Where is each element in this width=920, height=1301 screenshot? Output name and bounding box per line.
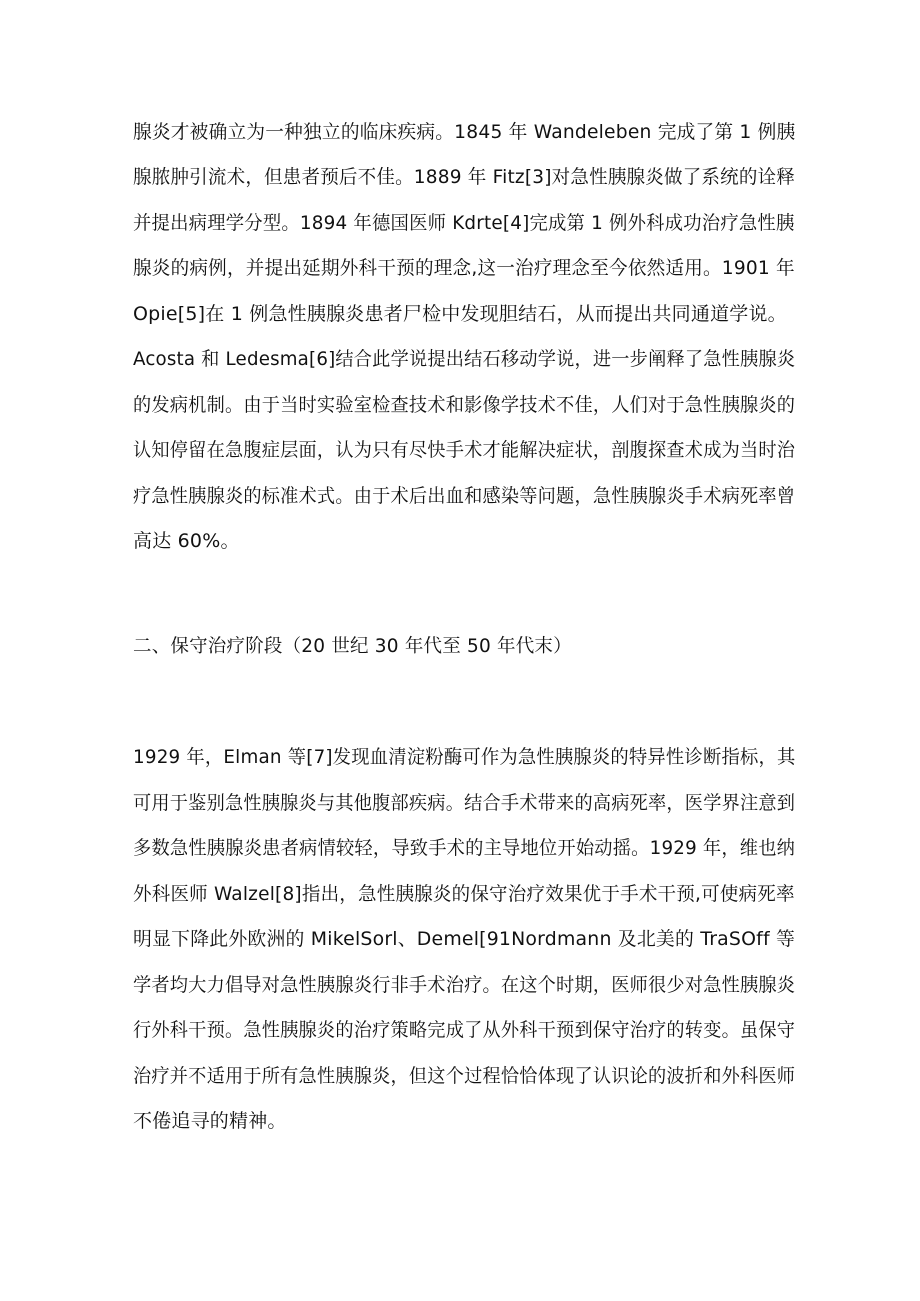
text-line: Acosta 和 Ledesma[6]结合此学说提出结石移动学说，进一步阐释了急性胰腺炎 [133,348,796,370]
text-line: 治疗并不适用于所有急性胰腺炎，但这个过程恰恰体现了认识论的波折和外科医师 [133,1065,796,1087]
text-line: 认知停留在急腹症层面，认为只有尽快手术才能解决症状，剖腹探查术成为当时治 [133,439,796,461]
text-line: 行外科干预。急性胰腺炎的治疗策略完成了从外科干预到保守治疗的转变。虽保守 [133,1019,796,1041]
text-line: 的发病机制。由于当时实验室检查技术和影像学技术不佳，人们对于急性胰腺炎的 [133,394,796,416]
section-heading: 二、保守治疗阶段（20 世纪 30 年代至 50 年代末） [133,636,572,657]
text-line: 腺炎才被确立为一种独立的临床疾病。1845 年 Wandeleben 完成了第 1 例胰 [133,121,796,143]
text-line: 疗急性胰腺炎的标准术式。由于术后出血和感染等问题，急性胰腺炎手术病死率曾 [133,485,796,507]
text-line: 腺脓肿引流术，但患者预后不佳。1889 年 Fitz[3]对急性胰腺炎做了系统的诠释 [133,166,796,188]
text-line: 腺炎的病例，并提出延期外科干预的理念,这一治疗理念至今依然适用。1901 年 [133,257,795,279]
text-line: 高达 60%。 [133,530,240,552]
text-line: 外科医师 Walzel[8]指出，急性胰腺炎的保守治疗效果优于手术干预,可使病死率 [133,883,795,905]
text-line: 学者均大力倡导对急性胰腺炎行非手术治疗。在这个时期，医师很少对急性胰腺炎 [133,974,796,996]
text-line: 不倦追寻的精神。 [133,1110,287,1132]
text-line: 多数急性胰腺炎患者病情较轻，导致手术的主导地位开始动摇。1929 年，维也纳 [133,837,796,859]
text-line: 1929 年，Elman 等[7]发现血清淀粉酶可作为急性胰腺炎的特异性诊断指标，其 [133,746,796,768]
text-line: 可用于鉴别急性胰腺炎与其他腹部疾病。结合手术带来的高病死率，医学界注意到 [133,792,796,814]
text-line: 明显下降此外欧洲的 MikelSorl、Demel[91Nordmann 及北美的 TraSOff 等 [133,928,796,950]
text-line: 并提出病理学分型。1894 年德国医师 Kdrte[4]完成第 1 例外科成功治疗急性胰 [133,212,795,234]
text-line: Opie[5]在 1 例急性胰腺炎患者尸检中发现胆结石，从而提出共同通道学说。 [133,303,787,325]
